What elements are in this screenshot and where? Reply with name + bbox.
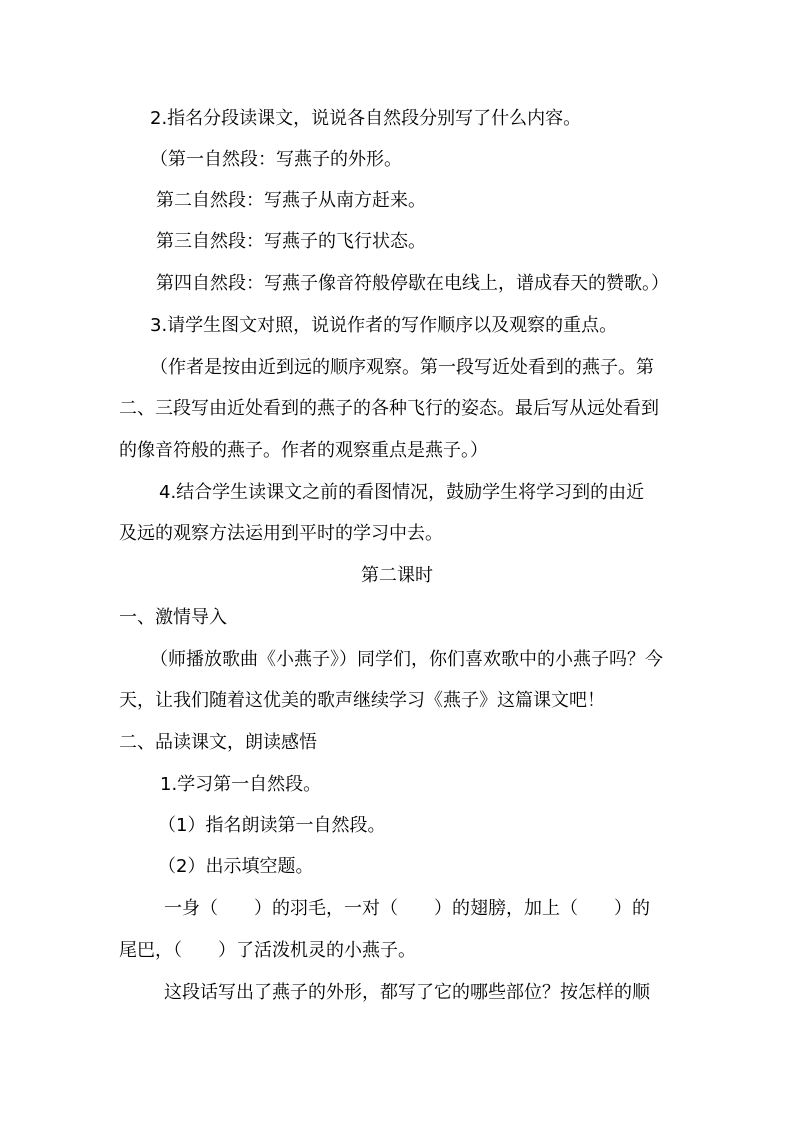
text-line-5: 第四自然段：写燕子像音符般停歇在电线上，谱成春天的赞歌。） [156,273,669,294]
text-line-18: （1）指名朗读第一自然段。 [158,815,386,836]
text-line-15: 天，让我们随着这优美的歌声继续学习《燕子》这篇课文吧！ [119,690,605,711]
text-line-9: 的像音符般的燕子。作者的观察重点是燕子。） [119,440,488,461]
text-line-16: 二、品读课文，朗读感悟 [119,732,317,753]
text-line-11: 及远的观察方法运用到平时的学习中去。 [119,523,443,544]
text-line-6: 3.请学生图文对照，说说作者的写作顺序以及观察的重点。 [150,315,618,336]
text-line-2: （第一自然段：写燕子的外形。 [150,149,402,170]
text-line-7: （作者是按由近到远的顺序观察。第一段写近处看到的燕子。第 [150,357,654,378]
text-line-14: （师播放歌曲《小燕子》）同学们，你们喜欢歌中的小燕子吗？今 [150,649,663,670]
text-line-4: 第三自然段：写燕子的飞行状态。 [156,231,426,252]
text-line-8: 二、三段写由近处看到的燕子的各种飞行的姿态。最后写从远处看到 [119,398,659,419]
text-line-22: 这段话写出了燕子的外形，都写了它的哪些部位？按怎样的顺 [164,982,650,1003]
text-line-10: 4.结合学生读课文之前的看图情况，鼓励学生将学习到的由近 [159,482,645,503]
text-line-3: 第二自然段：写燕子从南方赶来。 [156,190,426,211]
text-line-20: 一身（ ）的羽毛，一对（ ）的翅膀，加上（ ）的 [164,898,650,919]
text-line-17: 1.学习第一自然段。 [160,774,322,795]
section-heading: 第二课时 [361,565,433,586]
text-line-13: 一、激情导入 [119,607,227,628]
text-line-21: 尾巴，（ ）了活泼机灵的小燕子。 [119,940,416,961]
text-line-19: （2）出示填空题。 [158,856,314,877]
text-line-1: 2.指名分段读课文，说说各自然段分别写了什么内容。 [150,108,582,129]
